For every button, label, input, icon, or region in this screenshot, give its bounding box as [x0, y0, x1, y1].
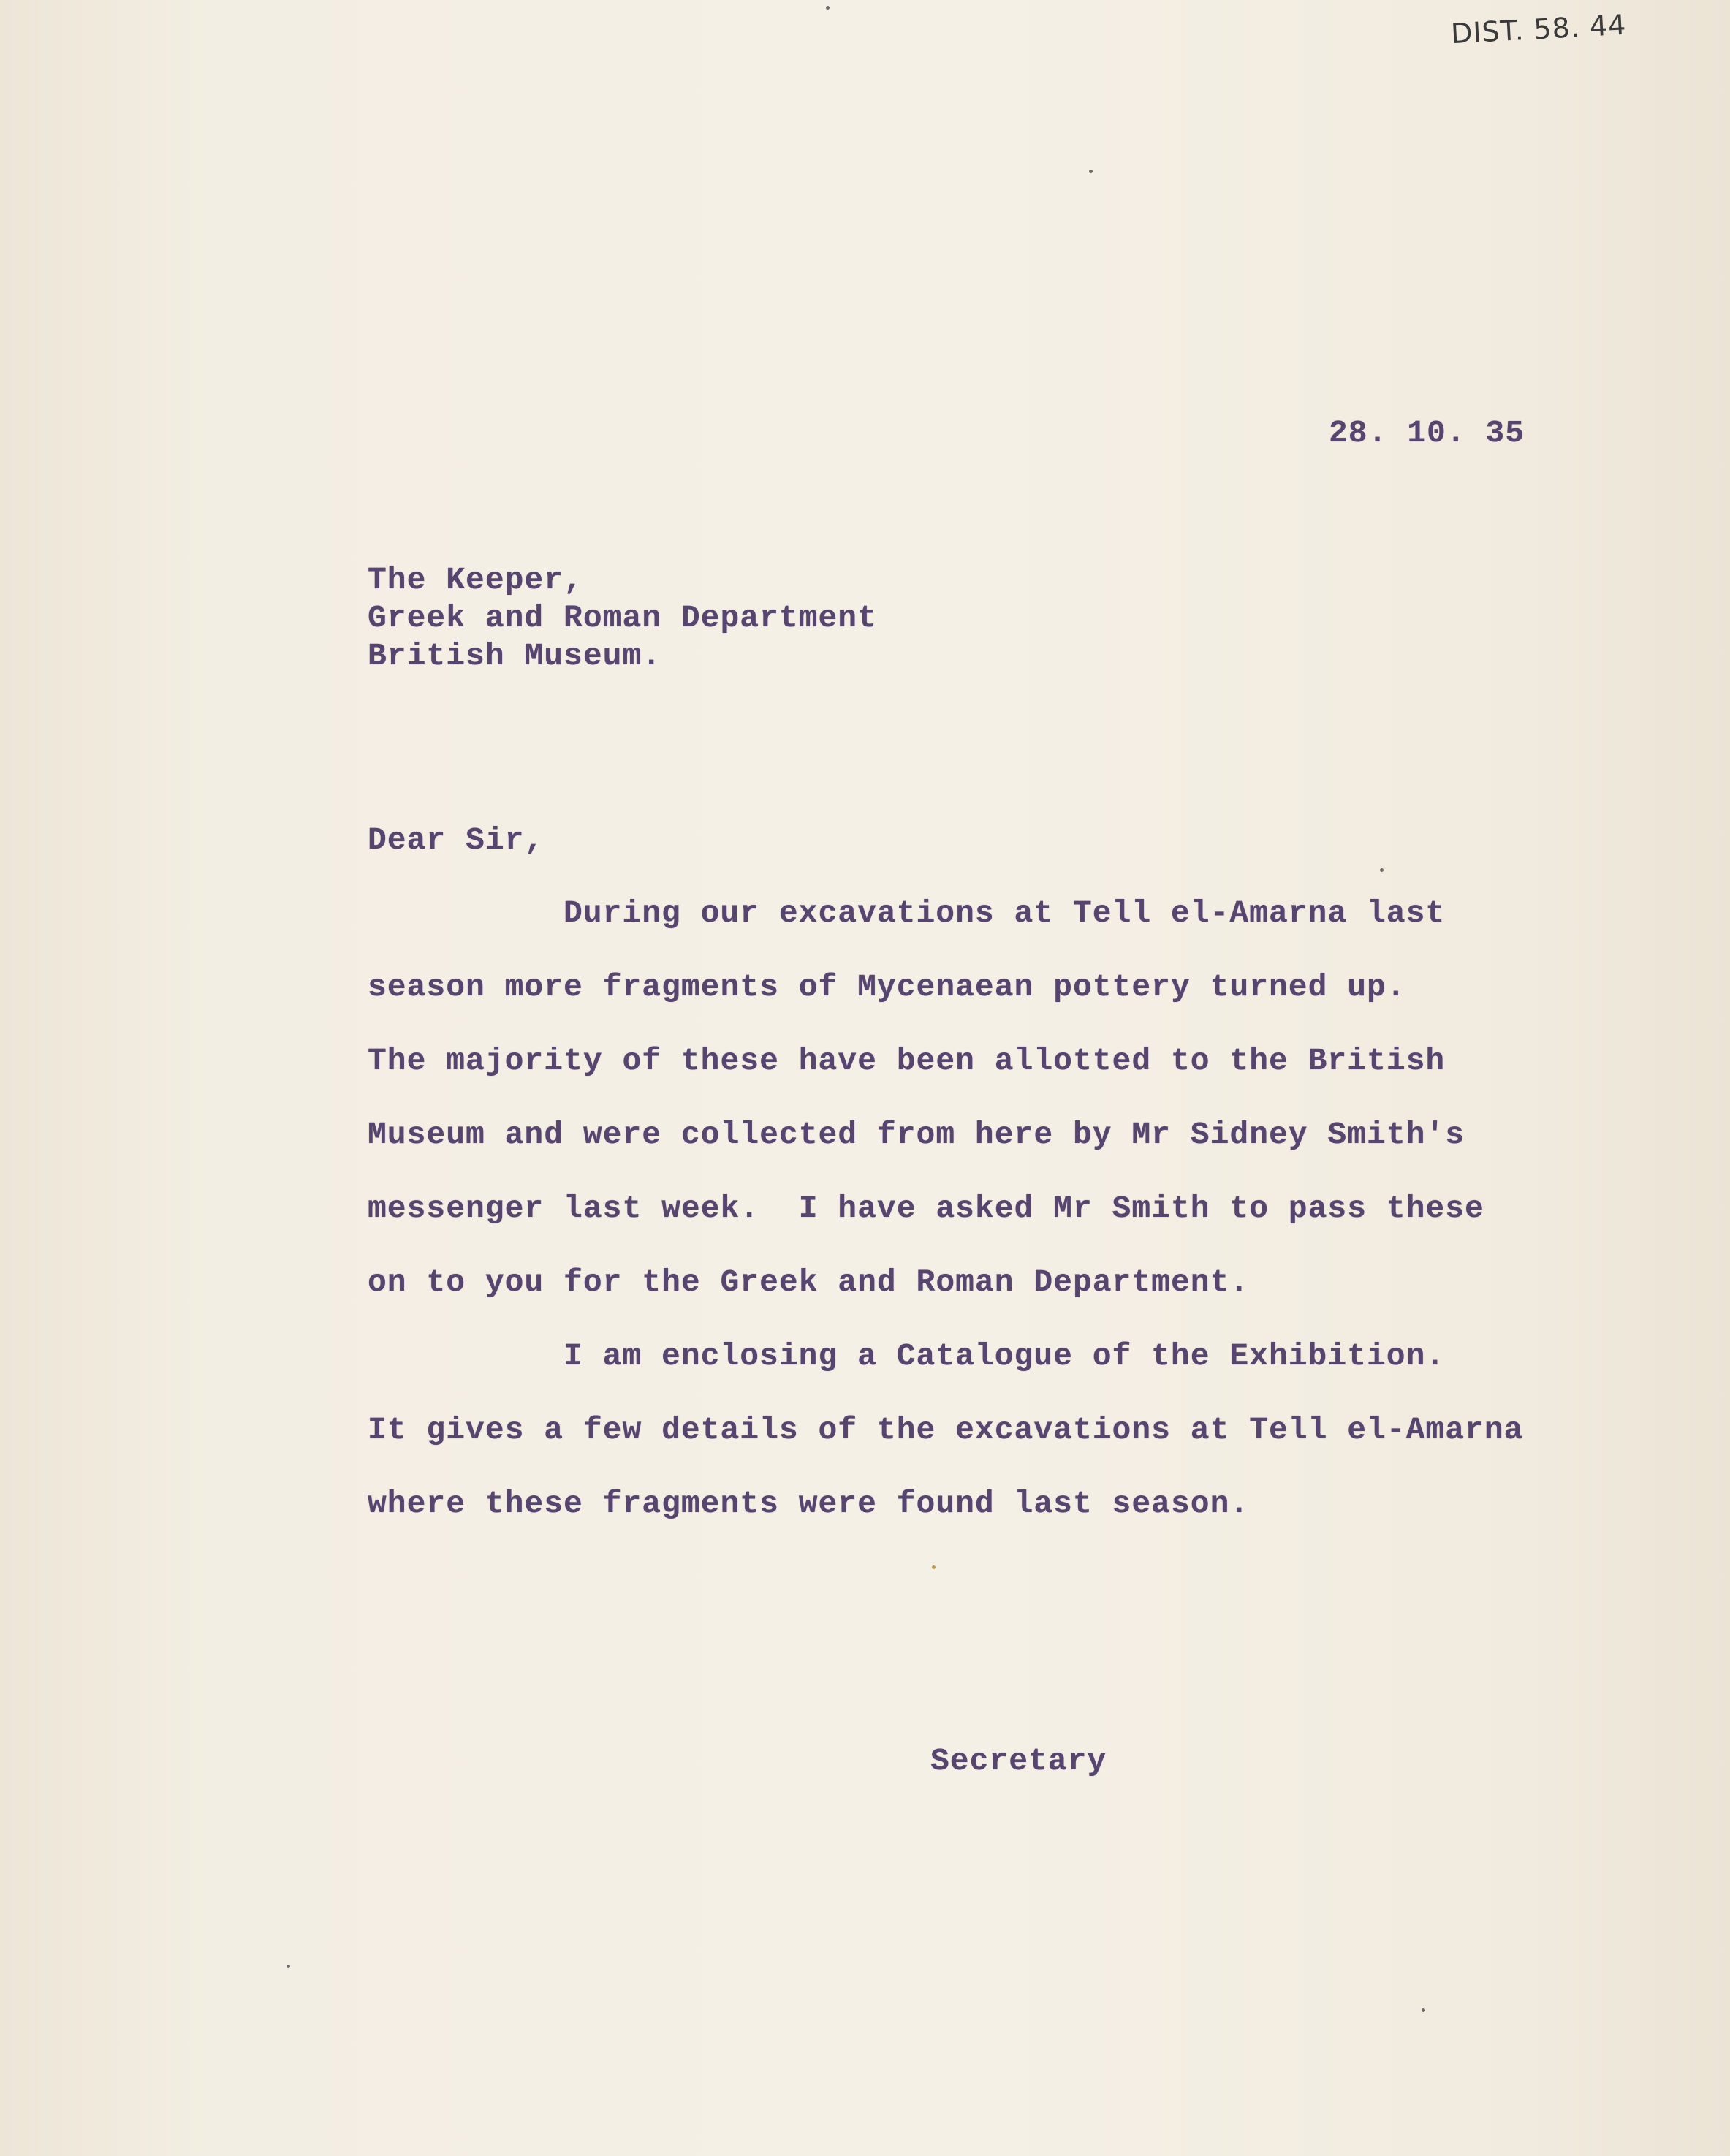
handwritten-reference-note: DIST. 58. 44	[1450, 8, 1628, 50]
paragraph-1-line-1: During our excavations at Tell el-Amarna last	[564, 895, 1446, 931]
paragraph-2-line-3: where these fragments were found last season.	[368, 1486, 1250, 1522]
salutation: Dear Sir,	[368, 822, 545, 858]
letter-date: 28. 10. 35	[1329, 415, 1525, 451]
closing-signature: Secretary	[930, 1743, 1107, 1779]
paragraph-2-line-1: I am enclosing a Catalogue of the Exhibition.	[564, 1338, 1446, 1374]
recipient-line-1: The Keeper,	[368, 562, 583, 598]
paper-speck	[932, 1565, 936, 1569]
paragraph-2-line-2: It gives a few details of the excavations at Tell el-Amarna	[368, 1412, 1524, 1448]
paper-speck	[826, 6, 830, 10]
recipient-line-2: Greek and Roman Department	[368, 600, 877, 636]
paragraph-1-line-2: season more fragments of Mycenaean pottery turned up.	[368, 969, 1406, 1005]
paragraph-1-line-3: The majority of these have been allotted to the British	[368, 1043, 1446, 1079]
paper-speck	[1380, 868, 1384, 872]
paragraph-1-line-6: on to you for the Greek and Roman Department.	[368, 1264, 1250, 1300]
paper-speck	[1422, 2008, 1425, 2012]
paper-speck	[287, 1965, 290, 1968]
recipient-line-3: British Museum.	[368, 638, 662, 674]
paragraph-1-line-4: Museum and were collected from here by Mr Sidney Smith's	[368, 1117, 1465, 1153]
paper-speck	[1089, 170, 1093, 173]
paragraph-1-line-5: messenger last week. I have asked Mr Smith to pass these	[368, 1191, 1484, 1226]
